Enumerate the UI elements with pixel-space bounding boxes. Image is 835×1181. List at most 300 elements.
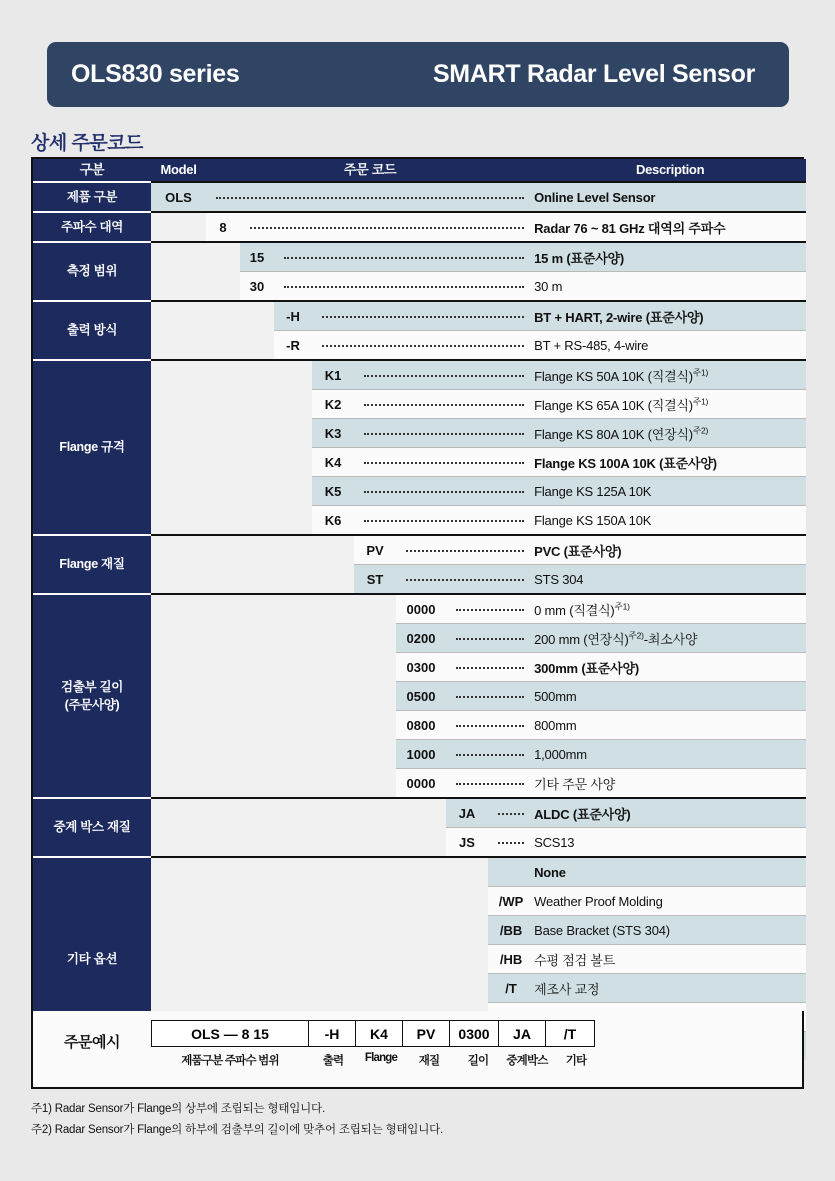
guide-cell xyxy=(240,653,274,682)
code-cell: 8 xyxy=(206,212,240,242)
guide-cell xyxy=(151,945,206,974)
header-model: Model xyxy=(151,159,206,182)
guide-cell xyxy=(240,798,274,828)
guide-cell xyxy=(354,828,396,858)
guide-cell xyxy=(274,535,312,565)
guide-cell xyxy=(206,740,240,769)
order-example-box: /T xyxy=(545,1020,595,1047)
guide-cell xyxy=(240,506,274,536)
dotted-leader xyxy=(364,462,524,464)
code-cell: 15 xyxy=(240,242,274,272)
category-cell xyxy=(33,182,151,212)
dotted-leader xyxy=(456,696,524,698)
leader-cell xyxy=(446,653,534,682)
guide-cell xyxy=(274,419,312,448)
description-cell: 800mm xyxy=(534,711,806,740)
guide-cell xyxy=(206,887,240,916)
guide-cell xyxy=(206,916,240,945)
guide-cell xyxy=(151,390,206,419)
guide-cell xyxy=(446,857,488,887)
guide-cell xyxy=(274,887,312,916)
guide-cell xyxy=(206,711,240,740)
footnote-2: 주2) Radar Sensor가 Flange의 하부에 검출부의 길이에 맞추어 조립되는 형태입니다. xyxy=(31,1124,444,1136)
category-label: 주파수 대역 xyxy=(60,219,124,234)
dotted-leader xyxy=(498,842,524,844)
guide-cell xyxy=(151,477,206,506)
leader-cell xyxy=(354,477,534,506)
guide-cell xyxy=(240,594,274,624)
title-banner xyxy=(47,42,789,107)
category-cell xyxy=(33,242,151,301)
guide-cell xyxy=(446,916,488,945)
dotted-leader xyxy=(364,520,524,522)
table-header-row xyxy=(33,159,806,182)
description-cell: Radar 76 ~ 81 GHz 대역의 주파수 xyxy=(534,212,806,242)
guide-cell xyxy=(151,916,206,945)
description-cell: Base Bracket (STS 304) xyxy=(534,916,806,945)
dotted-leader xyxy=(250,227,524,229)
guide-cell xyxy=(274,594,312,624)
code-cell: 1000 xyxy=(396,740,446,769)
description-cell: Flange KS 50A 10K (직결식)$^{주1)}$ xyxy=(534,360,806,390)
guide-cell xyxy=(240,331,274,361)
guide-cell xyxy=(312,945,354,974)
description-cell: Flange KS 65A 10K (직결식)$^{주1)}$ xyxy=(534,390,806,419)
guide-cell xyxy=(240,535,274,565)
guide-cell xyxy=(274,565,312,595)
leader-cell xyxy=(446,594,534,624)
guide-cell xyxy=(274,916,312,945)
guide-cell xyxy=(274,740,312,769)
guide-cell xyxy=(240,740,274,769)
guide-cell xyxy=(446,887,488,916)
header-description: Description xyxy=(534,159,806,182)
code-cell: OLS xyxy=(151,182,206,212)
guide-cell xyxy=(274,769,312,799)
guide-cell xyxy=(312,535,354,565)
leader-cell xyxy=(274,272,534,302)
guide-cell xyxy=(206,798,240,828)
table-row xyxy=(33,212,806,242)
category-label: 중계 박스 재질 xyxy=(53,820,131,835)
guide-cell xyxy=(206,360,240,390)
category-cell xyxy=(33,535,151,594)
description-cell: ALDC (표준사양) xyxy=(534,798,806,828)
guide-cell xyxy=(240,916,274,945)
guide-cell xyxy=(312,798,354,828)
guide-cell xyxy=(151,740,206,769)
code-cell: 0000 xyxy=(396,769,446,799)
guide-cell xyxy=(151,682,206,711)
guide-cell xyxy=(151,272,206,302)
guide-cell xyxy=(240,682,274,711)
guide-cell xyxy=(240,624,274,653)
guide-cell xyxy=(312,916,354,945)
guide-cell xyxy=(206,945,240,974)
code-cell: K1 xyxy=(312,360,354,390)
guide-cell xyxy=(206,682,240,711)
code-cell: PV xyxy=(354,535,396,565)
code-cell: K2 xyxy=(312,390,354,419)
leader-cell xyxy=(446,711,534,740)
guide-cell xyxy=(206,331,240,361)
guide-cell xyxy=(206,390,240,419)
guide-cell xyxy=(274,448,312,477)
category-label: 측정 범위 xyxy=(66,264,118,279)
order-example-box-label: 제품구분 주파수 범위 xyxy=(181,1055,279,1067)
guide-cell xyxy=(274,653,312,682)
code-cell: K3 xyxy=(312,419,354,448)
order-example-box-label: 길이 xyxy=(467,1055,489,1067)
dotted-leader xyxy=(456,609,524,611)
order-example-box: OLS — 8 15 xyxy=(151,1020,309,1047)
guide-cell xyxy=(151,828,206,858)
description-cell: 200 mm (연장식)$^{주2)}$-최소사양 xyxy=(534,624,806,653)
guide-cell xyxy=(396,974,446,1003)
dotted-leader xyxy=(498,813,524,815)
guide-cell xyxy=(354,945,396,974)
guide-cell xyxy=(240,711,274,740)
table-row xyxy=(33,798,806,828)
description-cell: 수평 점검 볼트 xyxy=(534,945,806,974)
guide-cell xyxy=(312,565,354,595)
guide-cell xyxy=(274,624,312,653)
guide-cell xyxy=(312,857,354,887)
guide-cell xyxy=(206,653,240,682)
leader-cell xyxy=(312,301,534,331)
order-example-box: JA xyxy=(498,1020,546,1047)
guide-cell xyxy=(240,974,274,1003)
leader-cell xyxy=(354,390,534,419)
guide-cell xyxy=(274,477,312,506)
guide-cell xyxy=(354,594,396,624)
dotted-leader xyxy=(364,404,524,406)
table-row xyxy=(33,360,806,390)
description-cell: BT + HART, 2-wire (표준사양) xyxy=(534,301,806,331)
description-cell: None xyxy=(534,857,806,887)
guide-cell xyxy=(151,301,206,331)
guide-cell xyxy=(151,360,206,390)
leader-cell xyxy=(240,212,534,242)
guide-cell xyxy=(206,272,240,302)
code-cell: K5 xyxy=(312,477,354,506)
guide-cell xyxy=(240,857,274,887)
guide-cell xyxy=(151,594,206,624)
guide-cell xyxy=(240,887,274,916)
guide-cell xyxy=(354,624,396,653)
footnote-marker: 주2) xyxy=(692,425,709,436)
code-cell: /WP xyxy=(488,887,534,916)
category-label: Flange 규격 xyxy=(59,440,125,455)
guide-cell xyxy=(151,857,206,887)
code-cell: 0300 xyxy=(396,653,446,682)
guide-cell xyxy=(312,974,354,1003)
guide-cell xyxy=(312,624,354,653)
leader-cell xyxy=(312,331,534,361)
leader-cell xyxy=(206,182,534,212)
guide-cell xyxy=(151,887,206,916)
guide-cell xyxy=(151,506,206,536)
guide-cell xyxy=(240,448,274,477)
guide-cell xyxy=(274,857,312,887)
guide-cell xyxy=(206,857,240,887)
order-example-label: 주문예시 xyxy=(64,1034,120,1051)
leader-cell xyxy=(396,535,534,565)
table-row xyxy=(33,535,806,565)
category-cell xyxy=(33,360,151,535)
category-sublabel: (주문사양) xyxy=(64,698,120,712)
guide-cell xyxy=(354,887,396,916)
category-cell xyxy=(33,212,151,242)
guide-cell xyxy=(274,974,312,1003)
order-example-block xyxy=(31,1011,804,1089)
guide-cell xyxy=(396,828,446,858)
leader-cell xyxy=(354,419,534,448)
description-cell: 500mm xyxy=(534,682,806,711)
order-example-boxes xyxy=(151,1020,601,1047)
dotted-leader xyxy=(456,754,524,756)
order-example-box-label: Flange xyxy=(364,1052,398,1064)
order-code-table xyxy=(33,159,806,1060)
description-cell: Flange KS 100A 10K (표준사양) xyxy=(534,448,806,477)
guide-cell xyxy=(312,594,354,624)
guide-cell xyxy=(396,887,446,916)
guide-cell xyxy=(151,711,206,740)
guide-cell xyxy=(206,419,240,448)
guide-cell xyxy=(240,945,274,974)
dotted-leader xyxy=(406,579,524,581)
description-cell: 1,000mm xyxy=(534,740,806,769)
guide-cell xyxy=(206,974,240,1003)
guide-cell xyxy=(274,945,312,974)
guide-cell xyxy=(354,916,396,945)
guide-cell xyxy=(354,682,396,711)
description-cell: Flange KS 150A 10K xyxy=(534,506,806,536)
order-example-box: PV xyxy=(402,1020,450,1047)
table-row xyxy=(33,594,806,624)
guide-cell xyxy=(312,740,354,769)
order-example-box-label: 출력 xyxy=(322,1055,344,1067)
dotted-leader xyxy=(406,550,524,552)
guide-cell xyxy=(354,711,396,740)
footnotes xyxy=(31,1100,791,1142)
category-cell xyxy=(33,798,151,857)
guide-cell xyxy=(151,448,206,477)
guide-cell xyxy=(312,682,354,711)
guide-cell xyxy=(240,769,274,799)
dotted-leader xyxy=(364,491,524,493)
guide-cell xyxy=(206,594,240,624)
leader-cell xyxy=(446,769,534,799)
description-cell: Weather Proof Molding xyxy=(534,887,806,916)
guide-cell xyxy=(240,301,274,331)
code-cell: /BB xyxy=(488,916,534,945)
guide-cell xyxy=(206,477,240,506)
guide-cell xyxy=(206,535,240,565)
guide-cell xyxy=(240,390,274,419)
dotted-leader xyxy=(216,197,524,199)
dotted-leader xyxy=(364,375,524,377)
table-row xyxy=(33,857,806,887)
dotted-leader xyxy=(456,783,524,785)
guide-cell xyxy=(312,887,354,916)
category-cell xyxy=(33,301,151,360)
code-cell xyxy=(488,857,534,887)
description-cell: Flange KS 125A 10K xyxy=(534,477,806,506)
category-label: 출력 방식 xyxy=(66,323,118,338)
description-cell: 0 mm (직결식)$^{주1)}$ xyxy=(534,594,806,624)
table-row xyxy=(33,301,806,331)
order-example-box-label: 중계박스 xyxy=(506,1055,548,1067)
guide-cell xyxy=(396,798,446,828)
guide-cell xyxy=(274,828,312,858)
leader-cell xyxy=(274,242,534,272)
table-row xyxy=(33,242,806,272)
guide-cell xyxy=(151,974,206,1003)
header-category: 구분 xyxy=(33,159,151,182)
guide-cell xyxy=(240,565,274,595)
order-example-box-label: 기타 xyxy=(565,1055,587,1067)
category-cell xyxy=(33,594,151,798)
guide-cell xyxy=(206,506,240,536)
dotted-leader xyxy=(284,286,524,288)
guide-cell xyxy=(151,565,206,595)
dotted-leader xyxy=(456,667,524,669)
table-row xyxy=(33,182,806,212)
leader-cell xyxy=(354,360,534,390)
code-cell: 0000 xyxy=(396,594,446,624)
footnote-marker: 주1) xyxy=(692,396,709,407)
guide-cell xyxy=(240,477,274,506)
guide-cell xyxy=(312,653,354,682)
order-code-table-frame xyxy=(31,157,804,1062)
leader-cell xyxy=(446,682,534,711)
guide-cell xyxy=(206,301,240,331)
guide-cell xyxy=(151,212,206,242)
guide-cell xyxy=(354,798,396,828)
guide-cell xyxy=(354,857,396,887)
guide-cell xyxy=(274,360,312,390)
guide-cell xyxy=(206,448,240,477)
guide-cell xyxy=(206,828,240,858)
description-cell: SCS13 xyxy=(534,828,806,858)
guide-cell xyxy=(274,390,312,419)
footnote-1: 주1) Radar Sensor가 Flange의 상부에 조립되는 형태입니다. xyxy=(31,1103,325,1115)
code-cell: -H xyxy=(274,301,312,331)
code-cell: 30 xyxy=(240,272,274,302)
guide-cell xyxy=(396,857,446,887)
code-cell: 0200 xyxy=(396,624,446,653)
guide-cell xyxy=(446,974,488,1003)
dotted-leader xyxy=(322,316,524,318)
guide-cell xyxy=(396,916,446,945)
code-cell: JS xyxy=(446,828,488,858)
description-cell: BT + RS-485, 4-wire xyxy=(534,331,806,361)
guide-cell xyxy=(240,419,274,448)
code-cell: ST xyxy=(354,565,396,595)
dotted-leader xyxy=(456,725,524,727)
order-code-table-wrap xyxy=(31,157,804,1062)
guide-cell xyxy=(354,974,396,1003)
code-cell: 0500 xyxy=(396,682,446,711)
leader-cell xyxy=(396,565,534,595)
guide-cell xyxy=(274,711,312,740)
guide-cell xyxy=(151,624,206,653)
guide-cell xyxy=(274,798,312,828)
order-example-box: -H xyxy=(308,1020,356,1047)
guide-cell xyxy=(354,740,396,769)
guide-cell xyxy=(354,769,396,799)
leader-cell xyxy=(446,624,534,653)
code-cell: -R xyxy=(274,331,312,361)
description-cell: Flange KS 80A 10K (연장식)$^{주2)}$ xyxy=(534,419,806,448)
category-label: Flange 재질 xyxy=(59,557,125,572)
order-example-box-label: 재질 xyxy=(418,1055,440,1067)
leader-cell xyxy=(354,448,534,477)
guide-cell xyxy=(240,828,274,858)
footnote-marker: 주1) xyxy=(614,601,630,612)
header-order-code: 주문 코드 xyxy=(206,159,534,182)
guide-cell xyxy=(206,565,240,595)
guide-cell xyxy=(240,360,274,390)
dotted-leader xyxy=(456,638,524,640)
order-example-box: 0300 xyxy=(449,1020,499,1047)
section-heading: 상세 주문코드 xyxy=(31,133,143,154)
description-cell: 기타 주문 사양 xyxy=(534,769,806,799)
guide-cell xyxy=(206,242,240,272)
guide-cell xyxy=(274,682,312,711)
footnote-marker: 주2) xyxy=(628,630,644,641)
leader-cell xyxy=(354,506,534,536)
dotted-leader xyxy=(284,257,524,259)
description-cell: Online Level Sensor xyxy=(534,182,806,212)
description-cell: PVC (표준사양) xyxy=(534,535,806,565)
guide-cell xyxy=(151,535,206,565)
guide-cell xyxy=(206,769,240,799)
product-title: SMART Radar Level Sensor xyxy=(432,60,755,88)
category-label: 기타 옵션 xyxy=(66,951,118,966)
guide-cell xyxy=(151,769,206,799)
dotted-leader xyxy=(364,433,524,435)
code-cell: /T xyxy=(488,974,534,1003)
guide-cell xyxy=(312,828,354,858)
guide-cell xyxy=(446,945,488,974)
series-title: OLS830 series xyxy=(71,60,240,88)
code-cell: /HB xyxy=(488,945,534,974)
leader-cell xyxy=(488,828,534,858)
footnote-marker: 주1) xyxy=(692,367,709,378)
code-cell: K4 xyxy=(312,448,354,477)
description-cell: 15 m (표준사양) xyxy=(534,242,806,272)
guide-cell xyxy=(312,769,354,799)
guide-cell xyxy=(312,711,354,740)
dotted-leader xyxy=(322,345,524,347)
description-cell: 제조사 교정 xyxy=(534,974,806,1003)
guide-cell xyxy=(151,419,206,448)
leader-cell xyxy=(446,740,534,769)
code-cell: K6 xyxy=(312,506,354,536)
order-example-labels xyxy=(151,1052,601,1068)
leader-cell xyxy=(488,798,534,828)
guide-cell xyxy=(274,506,312,536)
guide-cell xyxy=(206,624,240,653)
guide-cell xyxy=(151,653,206,682)
category-label: 검출부 길이 xyxy=(60,679,124,694)
guide-cell xyxy=(151,242,206,272)
description-cell: 300mm (표준사양) xyxy=(534,653,806,682)
guide-cell xyxy=(151,331,206,361)
code-cell: JA xyxy=(446,798,488,828)
